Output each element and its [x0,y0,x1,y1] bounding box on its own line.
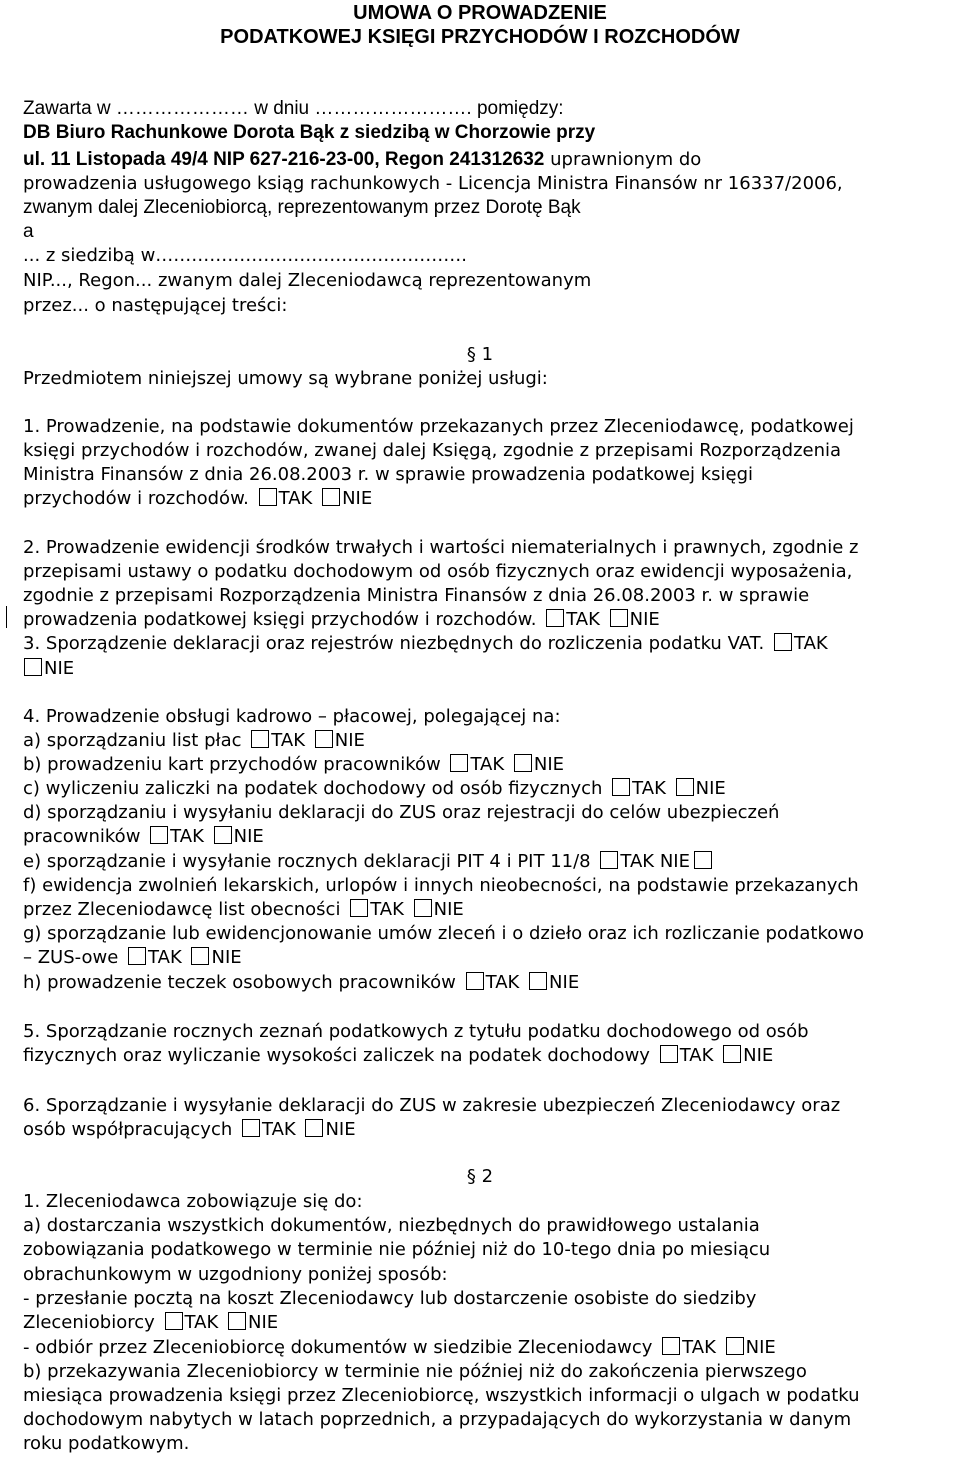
checkbox-item-4e-tak[interactable] [600,851,618,869]
checkbox-item-4g-tak[interactable] [128,947,146,965]
section-1-heading: Przedmiotem niniejszej umowy są wybrane poniżej usługi: [23,368,548,389]
item-6-line-1: 6. Sporządzanie i wysyłanie deklaracji do ZUS w zakresie ubezpieczeń Zleceniodawcy oraz [23,1095,841,1116]
option-nie-label: NIE [334,730,365,751]
section-2-line-4: obrachunkowym w uzgodniony poniżej sposób: [23,1264,448,1285]
intro-line-1: Zawarta w ………………… w dniu ……………………. pomiędzy: [23,98,564,119]
item-4e-text: e) sporządzanie i wysyłanie rocznych deklaracji PIT 4 i PIT 11/8 [23,851,591,872]
option-tak-label: TAK [261,1119,296,1140]
item-5-line-1: 5. Sporządzanie rocznych zeznań podatkowych z tytułu podatku dochodowego od osób [23,1021,809,1042]
checkbox-item-3-tak[interactable] [774,633,792,651]
item-2-line-1: 2. Prowadzenie ewidencji środków trwałych i wartości niematerialnych i prawnych, zgodnie z [23,537,859,558]
option-nie-label: NIE [743,1045,774,1066]
option-nie-label: NIE [659,851,690,872]
intro-line-9: przez... o następującej treści: [23,295,288,316]
option-tak-label: TAK [682,1337,716,1358]
option-nie-label: NIE [44,658,75,679]
item-4b [23,753,564,777]
item-1-line-4-text: przychodów i rozchodów. [23,488,249,509]
checkbox-item-4c-tak[interactable] [612,778,630,796]
item-4e [23,850,714,874]
option-tak-label: TAK [148,947,182,968]
checkbox-item-4a-nie[interactable] [315,730,333,748]
checkbox-item-4d-tak[interactable] [150,826,168,844]
checkbox-item-2-nie[interactable] [610,609,628,627]
checkbox-item-4c-nie[interactable] [676,778,694,796]
checkbox-item-5-tak[interactable] [660,1045,678,1063]
option-nie-label: NIE [247,1312,279,1333]
item-4g-text: – ZUS-owe [23,947,119,968]
item-2-line-4 [23,608,660,632]
intro-line-3-bold: ul. 11 Listopada 49/4 NIP 627-216-23-00, Regon 241312632 [23,149,545,170]
checkbox-item-4h-nie[interactable] [529,972,547,990]
option-tak-label: TAK [278,488,313,509]
section-2-line-6-text: Zleceniobiorcy [23,1312,155,1333]
checkbox-item-1-tak[interactable] [259,488,277,506]
item-4g-line-1: g) sporządzanie lub ewidencjonowanie umów zleceń i o dzieło oraz ich rozliczanie podatkowo [23,923,864,944]
item-3-text: 3. Sporządzenie deklaracji oraz rejestrów niezbędnych do rozliczenia podatku VAT. [23,633,765,654]
item-3-line-2 [20,657,74,681]
option-nie-label: NIE [342,488,373,509]
checkbox-item-1-nie[interactable] [322,488,340,506]
section-2-line-10: dochodowym nabytych w latach poprzednich, a przypadających do wykorzystania w danym [23,1409,852,1430]
section-2-line-11: roku podatkowym. [23,1433,190,1454]
option-nie-label: NIE [233,826,264,847]
intro-line-2: DB Biuro Rachunkowe Dorota Bąk z siedzibą w Chorzowie przy [23,122,596,143]
checkbox-item-4e-nie[interactable] [694,851,712,869]
checkbox-item-4d-nie[interactable] [214,826,232,844]
item-5-line-2 [23,1044,773,1068]
option-tak-label: TAK [271,730,305,751]
checkbox-item-4f-nie[interactable] [414,899,432,917]
intro-line-3-rest: uprawnionym do [544,149,702,170]
section-2-line-7-text: - odbiór przez Zleceniobiorcę dokumentów w siedzibie Zleceniodawcy [23,1337,653,1358]
intro-line-8: NIP..., Regon... zwanym dalej Zleceniodawcą reprezentowanym [23,270,592,291]
item-4h-text: h) prowadzenie teczek osobowych pracowników [23,972,456,993]
document-title-line-2: PODATKOWEJ KSIĘGI PRZYCHODÓW I ROZCHODÓW [220,26,740,48]
option-tak-label: TAK [566,609,600,630]
margin-change-bar [6,606,7,628]
item-4g-line-2 [23,946,242,970]
checkbox-item-4b-tak[interactable] [450,754,468,772]
checkbox-item-3-nie[interactable] [24,658,42,676]
item-4b-text: b) prowadzeniu kart przychodów pracowników [23,754,441,775]
item-4f-line-2 [23,898,464,922]
item-1-line-3: Ministra Finansów z dnia 26.08.2003 r. w sprawie prowadzenia podatkowej księgi [23,464,754,485]
item-4f-text: przez Zleceniodawcę list obecności [23,899,341,920]
intro-line-6: a [23,221,34,242]
item-4h [23,971,579,995]
option-tak-label: TAK [679,1045,714,1066]
checkbox-item-4f-tak[interactable] [350,899,368,917]
item-2-line-4-text: prowadzenia podatkowej księgi przychodów i rozchodów. [23,609,537,630]
item-3-line-1 [23,632,828,656]
section-2-line-2: a) dostarczania wszystkich dokumentów, niezbędnych do prawidłowego ustalania [23,1215,760,1236]
intro-line-5: zwanym dalej Zleceniobiorcą, reprezentowanym przez Dorotę Bąk [23,197,581,218]
checkbox-delivery-post-tak[interactable] [165,1312,183,1330]
section-2-mark: § 2 [466,1166,494,1187]
item-4d-line-1: d) sporządzaniu i wysyłaniu deklaracji do ZUS oraz rejestracji do celów ubezpieczeń [23,802,780,823]
intro-line-4: prowadzenia usługowego ksiąg rachunkowych - Licencja Ministra Finansów nr 16337/2006, [23,173,843,194]
checkbox-item-6-tak[interactable] [242,1119,260,1137]
option-tak-label: TAK [620,851,655,872]
item-6-text: osób współpracujących [23,1119,233,1140]
checkbox-item-2-tak[interactable] [546,609,564,627]
item-1-line-2: księgi przychodów i rozchodów, zwanej dalej Księgą, zgodnie z przepisami Rozporządzenia [23,440,842,461]
option-tak-label: TAK [632,778,666,799]
section-2-line-3: zobowiązania podatkowego w terminie nie później niż do 10-tego dnia po miesiącu [23,1239,771,1260]
option-nie-label: NIE [211,947,242,968]
section-2-line-5: - przesłanie pocztą na koszt Zleceniodawcy lub dostarczenie osobiste do siedziby [23,1288,757,1309]
checkbox-item-4h-tak[interactable] [466,972,484,990]
item-4c [23,777,726,801]
item-1-line-1: 1. Prowadzenie, na podstawie dokumentów przekazanych przez Zleceniodawcę, podatkowej [23,416,854,437]
option-tak-label: TAK [470,754,505,775]
option-tak-label: TAK [370,899,404,920]
checkbox-item-6-nie[interactable] [305,1119,323,1137]
item-4f-line-1: f) ewidencja zwolnień lekarskich, urlopów i innych nieobecności, na podstawie przekazanych [23,875,859,896]
document-title-line-1: UMOWA O PROWADZENIE [353,2,607,24]
item-2-line-2: przepisami ustawy o podatku dochodowym od osób fizycznych oraz ewidencji wyposażenia, [23,561,853,582]
item-5-text: fizycznych oraz wyliczanie wysokości zaliczek na podatek dochodowy [23,1045,650,1066]
item-2-line-3: zgodnie z przepisami Rozporządzenia Ministra Finansów z dnia 26.08.2003 r. w sprawie [23,585,810,606]
option-nie-label: NIE [433,899,464,920]
item-4a-text: a) sporządzaniu list płac [23,730,242,751]
item-4c-text: c) wyliczeniu zaliczki na podatek dochodowy od osób fizycznych [23,778,603,799]
section-2-line-8: b) przekazywania Zleceniobiorcy w terminie nie później niż do zakończenia pierwszego [23,1361,807,1382]
checkbox-item-4g-nie[interactable] [191,947,209,965]
section-2-line-9: miesiąca prowadzenia księgi przez Zleceniobiorcę, wszystkich informacji o ulgach w podatku [23,1385,860,1406]
section-2-line-6 [23,1311,278,1335]
item-6-line-2 [23,1118,356,1142]
item-4-intro: 4. Prowadzenie obsługi kadrowo – płacowej, polegającej na: [23,706,561,727]
checkbox-item-5-nie[interactable] [723,1045,741,1063]
checkbox-item-4b-nie[interactable] [514,754,532,772]
option-nie-label: NIE [695,778,726,799]
item-4d-text: pracowników [23,826,141,847]
intro-line-7: ... z siedzibą w……………………………………………. [23,245,468,266]
option-nie-label: NIE [325,1119,356,1140]
checkbox-pickup-nie[interactable] [726,1337,744,1355]
section-2-line-1: 1. Zleceniodawca zobowiązuje się do: [23,1191,363,1212]
option-tak-label: TAK [184,1312,219,1333]
checkbox-item-4a-tak[interactable] [251,730,269,748]
option-nie-label: NIE [533,754,565,775]
option-tak-label: TAK [793,633,828,654]
intro-line-3 [23,148,701,172]
checkbox-delivery-post-nie[interactable] [228,1312,246,1330]
item-4d-line-2 [23,825,264,849]
option-nie-label: NIE [745,1337,776,1358]
option-tak-label: TAK [170,826,204,847]
option-nie-label: NIE [629,609,660,630]
option-nie-label: NIE [549,972,580,993]
item-1-line-4 [23,487,372,511]
option-tak-label: TAK [485,972,520,993]
section-2-line-7 [23,1336,776,1360]
item-4a [23,729,365,753]
checkbox-pickup-tak[interactable] [662,1337,680,1355]
section-1-mark: § 1 [466,344,494,365]
